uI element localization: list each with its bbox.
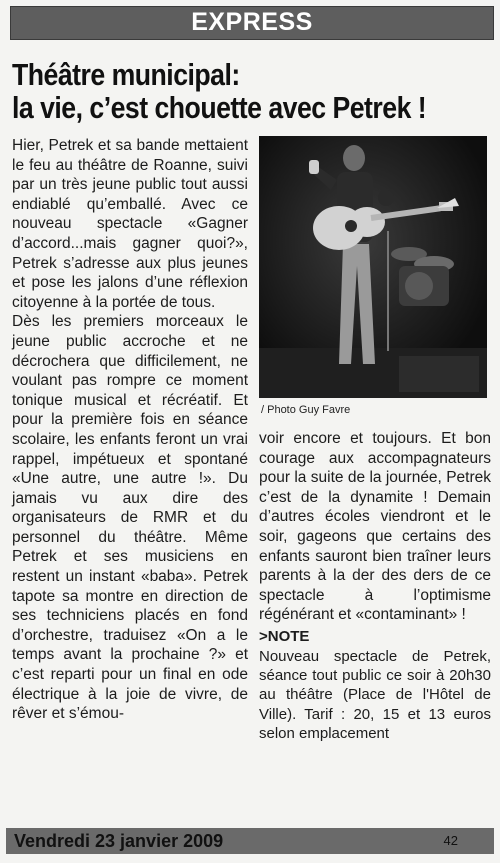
headline-line-1: Théâtre municipal: <box>12 57 240 92</box>
footer-bar <box>6 828 494 854</box>
paragraph-intro: Hier, Petrek et sa bande mettaient le feu au théâtre de Roanne, suivi par un très jeune public tout aussi endiablé qu’emballé. Avec ce nouveau spectacle «Gagner d’accord...mais gagner quoi?», Petrek s’adresse aux plus jeunes et pose les jalons d’une réflexion citoyenne à la portée de tous. <box>12 137 248 311</box>
headline-line-2: la vie, c’est chouette avec Petrek ! <box>12 90 427 125</box>
paragraph-continued: voir encore et toujours. Et bon courage aux accompagnateurs pour la suite de la journée, Petrek c’est de la dynamite ! Demain d’autres écoles viendront et le soir, gageons que certains des enfants sauront bien traîner leurs parents à la der des ders de ce spectacle à l’optimisme régénérant et «contaminant» ! <box>259 430 491 624</box>
issue-date: Vendredi 23 janvier 2009 <box>14 831 224 851</box>
section-banner <box>10 6 494 40</box>
page-number: 42 <box>443 833 458 848</box>
note-body: Nouveau spectacle de Petrek, séance tout public ce soir à 20h30 au théâtre (Place de l'Hôtel de Ville). Tarif : 20, 15 et 13 euros selon emplacement <box>259 647 491 743</box>
section-title: EXPRESS <box>191 8 313 36</box>
guitarist-on-stage-image <box>259 136 487 398</box>
concert-photo <box>259 136 487 398</box>
paragraph-body: Dès les premiers morceaux le jeune public accroche et ne décrochera que difficilement, ne voulant pas rompre ce moment tonique musical et récréatif. Et pour la première fois en séance scolaire, les enfants feront un vrai rappel, impétueux et spontané «Une autre, une autre !». Du jamais vu aux dire des organisateurs de RMR et du personnel du théâtre. Même Petrek et ses musiciens en restent un instant «baba». Petrek tapote sa montre en direction de ses techniciens placés en fond d’orchestre, traduisez «On a le temps avant la prochaine ?» et c’est reparti pour un final en ode électrique à la joie de vivre, de rêver et s’émou- <box>12 313 248 723</box>
article-column-right <box>259 429 491 744</box>
photo-credit: / Photo Guy Favre <box>261 404 351 416</box>
note-heading: >NOTE <box>259 627 310 645</box>
article-headline <box>12 58 494 124</box>
article-column-left <box>12 136 248 724</box>
